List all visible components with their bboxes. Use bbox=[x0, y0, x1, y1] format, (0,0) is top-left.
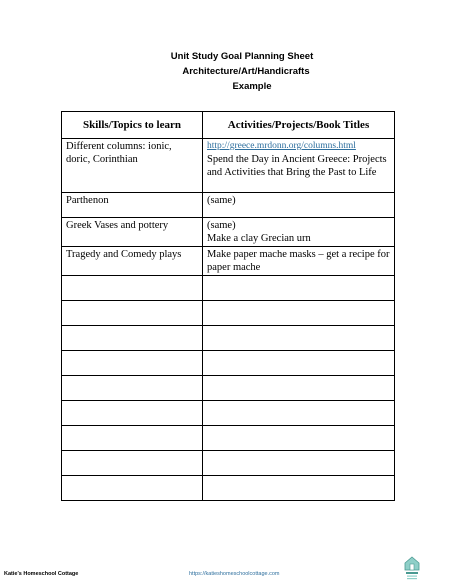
column-header-skills: Skills/Topics to learn bbox=[62, 112, 203, 139]
footer-url[interactable]: https://katieshomeschoolcottage.com bbox=[189, 571, 280, 577]
skill-cell: Different columns: ionic, doric, Corinthian bbox=[62, 139, 203, 193]
empty-rows bbox=[62, 276, 395, 501]
table-row bbox=[62, 247, 395, 276]
planning-table bbox=[61, 111, 395, 501]
empty-activity-cell[interactable] bbox=[203, 351, 395, 376]
activity-cell: Make paper mache masks – get a recipe for paper mache bbox=[203, 247, 395, 276]
empty-activity-cell[interactable] bbox=[203, 301, 395, 326]
empty-table-row bbox=[62, 301, 395, 326]
empty-table-row bbox=[62, 376, 395, 401]
example-label: Example bbox=[232, 81, 272, 92]
empty-skill-cell[interactable] bbox=[62, 276, 203, 301]
columns-link[interactable]: http://greece.mrdonn.org/columns.html bbox=[207, 141, 356, 151]
empty-table-row bbox=[62, 401, 395, 426]
empty-table-row bbox=[62, 426, 395, 451]
cottage-logo-icon bbox=[404, 556, 420, 582]
empty-activity-cell[interactable] bbox=[203, 276, 395, 301]
empty-activity-cell[interactable] bbox=[203, 476, 395, 501]
activity-text: (same) bbox=[207, 220, 236, 231]
footer-brand: Katie's Homeschool Cottage bbox=[4, 571, 79, 577]
empty-skill-cell[interactable] bbox=[62, 401, 203, 426]
table-header-row bbox=[62, 112, 395, 139]
empty-activity-cell[interactable] bbox=[203, 376, 395, 401]
empty-skill-cell[interactable] bbox=[62, 451, 203, 476]
skill-cell: Greek Vases and pottery bbox=[62, 218, 203, 247]
column-header-activities: Activities/Projects/Book Titles bbox=[203, 112, 395, 139]
activity-cell bbox=[203, 218, 395, 247]
empty-skill-cell[interactable] bbox=[62, 476, 203, 501]
table-row bbox=[62, 193, 395, 218]
skill-cell: Parthenon bbox=[62, 193, 203, 218]
empty-table-row bbox=[62, 276, 395, 301]
empty-table-row bbox=[62, 451, 395, 476]
skill-cell: Tragedy and Comedy plays bbox=[62, 247, 203, 276]
empty-skill-cell[interactable] bbox=[62, 301, 203, 326]
activity-cell: (same) bbox=[203, 193, 395, 218]
empty-activity-cell[interactable] bbox=[203, 451, 395, 476]
activity-text: Make a clay Grecian urn bbox=[207, 233, 311, 244]
empty-skill-cell[interactable] bbox=[62, 426, 203, 451]
activity-text: Spend the Day in Ancient Greece: Projects and Activities that Bring the Past to Life bbox=[207, 154, 387, 178]
sheet-subtitle: Architecture/Art/Handicrafts bbox=[182, 66, 310, 77]
empty-activity-cell[interactable] bbox=[203, 426, 395, 451]
empty-table-row bbox=[62, 351, 395, 376]
empty-skill-cell[interactable] bbox=[62, 351, 203, 376]
sheet-title: Unit Study Goal Planning Sheet bbox=[170, 51, 314, 62]
empty-skill-cell[interactable] bbox=[62, 376, 203, 401]
empty-table-row bbox=[62, 326, 395, 351]
table-row bbox=[62, 218, 395, 247]
activity-cell bbox=[203, 139, 395, 193]
empty-table-row bbox=[62, 476, 395, 501]
empty-activity-cell[interactable] bbox=[203, 401, 395, 426]
empty-activity-cell[interactable] bbox=[203, 326, 395, 351]
empty-skill-cell[interactable] bbox=[62, 326, 203, 351]
table-row bbox=[62, 139, 395, 193]
